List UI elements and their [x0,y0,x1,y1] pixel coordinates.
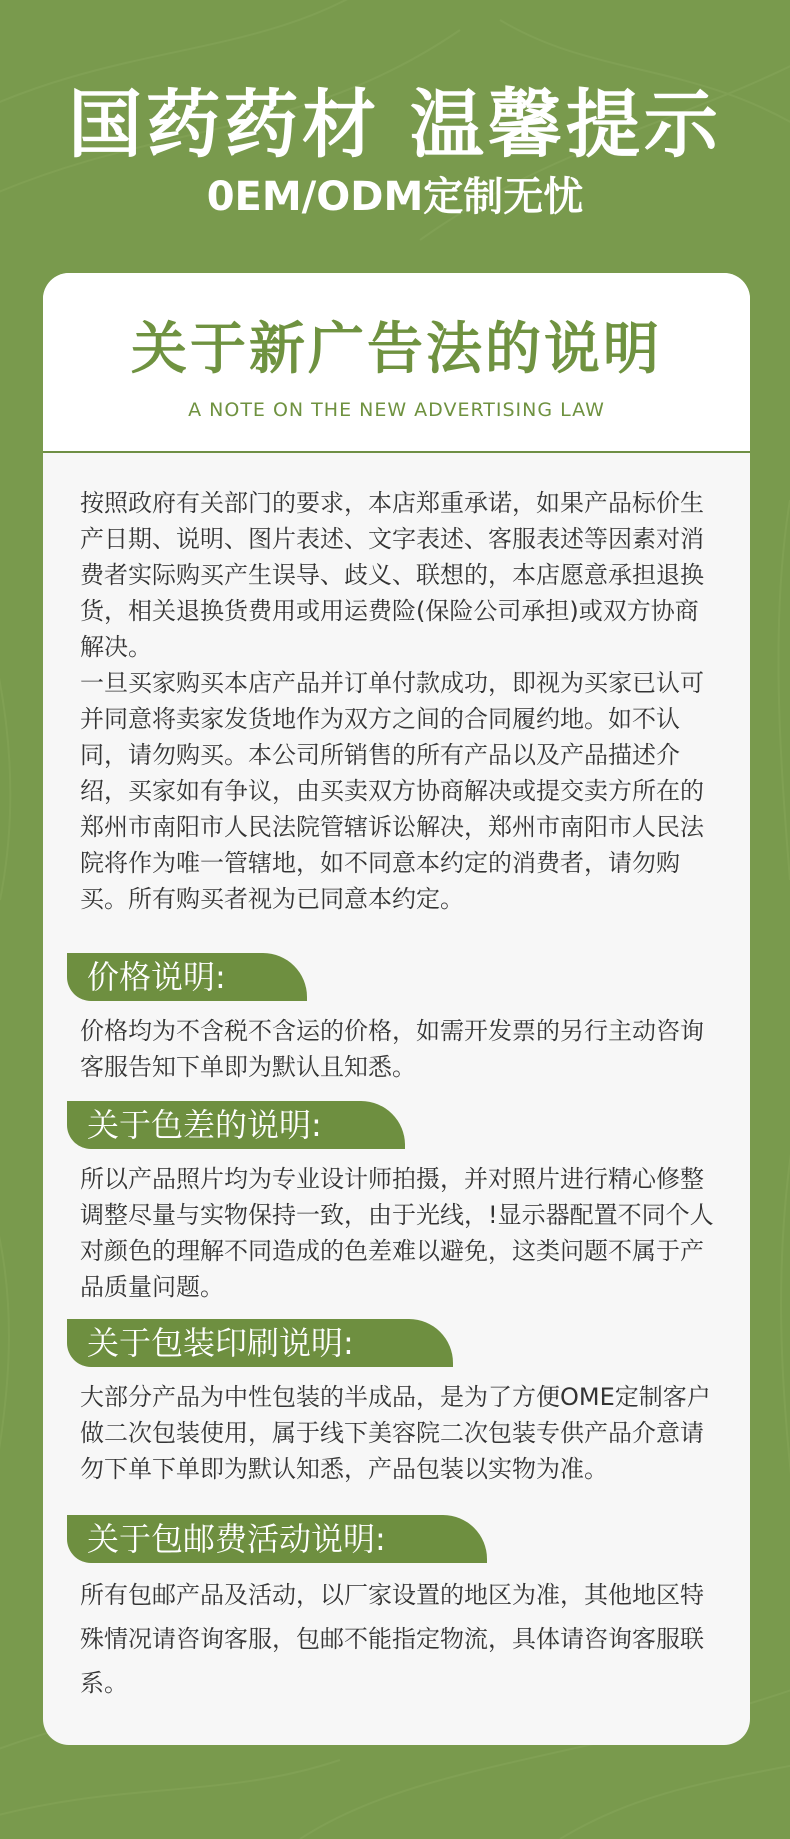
card-header [43,273,750,453]
page-title: 国药药材 温馨提示 [68,82,722,168]
section-heading-packaging [67,1319,453,1367]
section-text-color: 所以产品照片均为专业设计师拍摄，并对照片进行精心修整调整尽量与实物保持一致，由于光线，!显示器配置不同个人对颜色的理解不同造成的色差难以避免，这类问题不属于产品质量问题。 [80,1165,714,1301]
section-heading-label: 关于包装印刷说明: [87,1324,354,1362]
section-heading-shipping [67,1515,487,1563]
section-heading-color [67,1101,405,1149]
section-heading-label: 价格说明: [87,958,226,996]
section-heading-label: 关于色差的说明: [87,1106,322,1144]
card-subtitle: A NOTE ON THE NEW ADVERTISING LAW [188,399,605,421]
section-text-packaging: 大部分产品为中性包装的半成品，是为了方便OME定制客户做二次包装使用，属于线下美容院二次包装专供产品介意请勿下单下单即为默认知悉，产品包装以实物为准。 [80,1383,711,1483]
notice-card [43,273,750,1745]
section-text-shipping: 所有包邮产品及活动，以厂家设置的地区为准，其他地区特殊情况请咨询客服，包邮不能指定物流，具体请咨询客服联系。 [80,1581,704,1697]
intro-paragraph-1: 按照政府有关部门的要求，本店郑重承诺，如果产品标价生产日期、说明、图片表述、文字表述、客服表述等因素对消费者实际购买产生误导、歧义、联想的，本店愿意承担退换货，相关退换货费用或用运费险(保险公司承担)或双方协商解决。 [80,489,704,661]
intro-paragraph-2: 一旦买家购买本店产品并订单付款成功，即视为买家已认可并同意将卖家发货地作为双方之间的合同履约地。如不认同，请勿购买。本公司所销售的所有产品以及产品描述介绍，买家如有争议，由买卖双方协商解决或提交卖方所在的郑州市南阳市人民法院管辖诉讼解决，郑州市南阳市人民法院将作为唯一管辖地，如不同意本约定的消费者，请勿购买。所有购买者视为已同意本约定。 [80,669,704,913]
section-heading-price [67,953,307,1001]
header [0,0,790,250]
page-subtitle: 0EM/ODM定制无忧 [206,174,584,220]
card-title: 关于新广告法的说明 [131,317,662,382]
section-text-price: 价格均为不含税不含运的价格，如需开发票的另行主动咨询客服告知下单即为默认且知悉。 [80,1017,704,1081]
section-heading-label: 关于包邮费活动说明: [87,1520,386,1558]
